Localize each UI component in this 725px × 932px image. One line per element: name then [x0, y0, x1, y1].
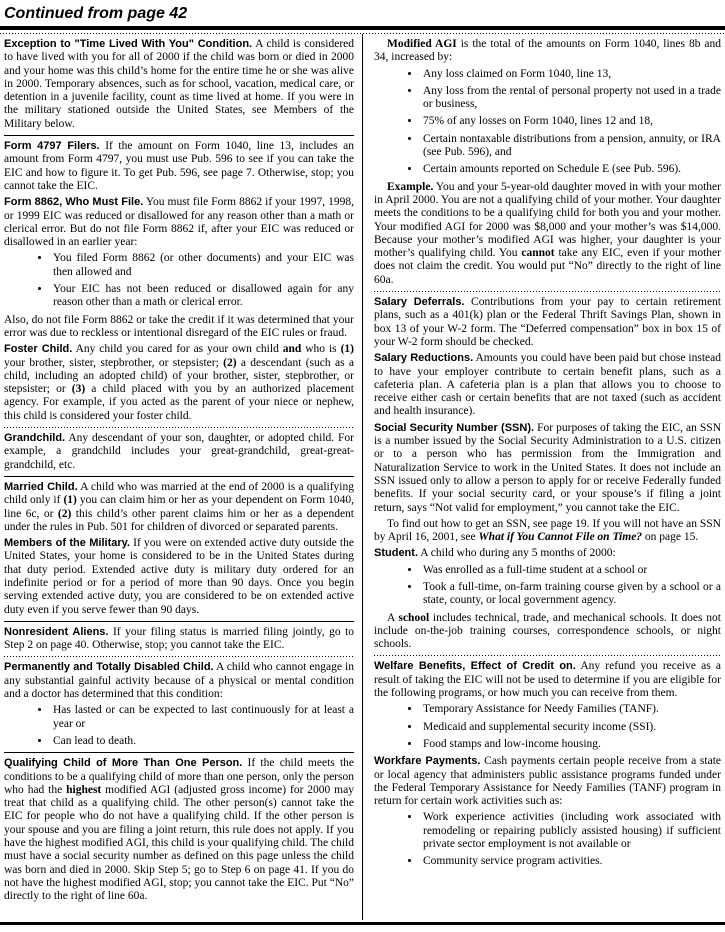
text-run: A child is considered to have lived with you for all of 2000 if the child was born or died in 2000 and your home was this child’s home for the entire time he or she was alive in 2000. Temporary absences, such as for school, vacation, medical care, or detention in a juvenile facility, count as time lived at home. If you were in the military stationed outside the United States, see Members of the Military below. — [4, 38, 355, 130]
definition-section — [374, 660, 721, 751]
bullet-item: • Any loss claimed on Form 1040, line 13, — [421, 68, 721, 81]
text-run: (2) — [57, 507, 72, 520]
text-run: You must file Form 8862 if your 1997, 1998, or 1999 EIC was reduced or disallowed for any reason other than a math or clerical error. But do not file Form 8862 if, after your EIC was reduced or disallowed in an earlier year: — [4, 196, 354, 249]
definition-section — [374, 547, 721, 651]
text-run: highest — [66, 783, 102, 796]
paragraph — [4, 196, 354, 249]
definition-section — [4, 661, 354, 748]
section-heading: Salary Reductions. — [374, 352, 474, 365]
paragraph — [4, 757, 354, 903]
text-run: a child placed with you by an authorized placement agency. For example, if you acted as the parent of your niece or nephew, this child is considered your foster child. — [4, 383, 354, 422]
section-heading: Permanently and Totally Disabled Child. — [4, 661, 214, 674]
section-heading: Grandchild. — [4, 432, 66, 445]
text-run: who is — [301, 343, 341, 356]
section-separator — [4, 476, 354, 477]
text-run: Amounts you could have been paid but chose instead to have your employer contribute to certain benefit plans, such as a cafeteria plan. A cafeteria plan is a plan that allows you to choose to receive either cash or certain benefits that are not taxed (such as accident and health insurance). — [374, 352, 721, 418]
section-heading: Welfare Benefits, Effect of Credit on. — [374, 660, 576, 673]
section-heading: Student. — [374, 547, 418, 560]
paragraph — [4, 537, 354, 617]
text-run: your brother, sister, stepbrother, or stepsister; — [4, 356, 224, 369]
left-column — [0, 34, 362, 920]
bullet-list — [4, 252, 354, 309]
section-separator — [374, 291, 721, 292]
definition-section — [374, 422, 721, 545]
text-run: What if You Cannot File on Time? — [478, 531, 643, 544]
paragraph — [4, 626, 354, 653]
paragraph — [374, 612, 721, 652]
text-run: includes technical, trade, and mechanical schools. It does not include on-the-job training courses, correspondence schools, or night schools. — [374, 611, 721, 651]
bullet-item: • 75% of any losses on Form 1040, lines 12 and 18, — [421, 115, 721, 128]
section-heading: Exception to "Time Lived With You" Condition. — [4, 38, 253, 50]
bullet-list — [374, 703, 721, 751]
section-heading: Married Child. — [4, 480, 78, 493]
paragraph — [374, 181, 721, 287]
bullet-item: • Community service program activities. — [421, 855, 721, 868]
bullet-item: • You filed Form 8862 (or other documents) and your EIC was then allowed and — [51, 252, 354, 279]
text-run: (3) — [71, 383, 86, 396]
text-run: A — [387, 611, 399, 624]
text-run: If the child meets the conditions to be a qualifying child of more than one person, only the person who had the — [4, 757, 354, 796]
paragraph — [4, 661, 354, 701]
bullet-list — [374, 811, 721, 868]
text-run: Any descendant of your son, daughter, or adopted child. For example, a grandchild includes your great-grandchild, great-great-grandchild, etc. — [4, 432, 354, 471]
paragraph — [4, 343, 354, 423]
two-column-layout — [0, 34, 725, 920]
definition-section — [374, 755, 721, 868]
bullet-list — [374, 564, 721, 608]
text-run: Cash payments certain people receive from a state or local agency that administers public assistance programs funded under the Federal Temporary Assistance for Needy Families (TANF) program in return for certain work activities such as: — [374, 755, 721, 808]
paragraph — [374, 518, 721, 545]
paragraph — [4, 140, 354, 193]
section-separator — [374, 655, 721, 656]
text-run: For purposes of taking the EIC, an SSN is a number issued by the Social Security Administration to a U.S. citizen or to a person who has permission from the Immigration and Naturalization Service to work in the United States. It does not include an SSN issued only to allow a person to apply for or receive Federally funded benefits. If your social security card, or your spouse’s if filing a joint return, says “Not valid for employment,” you cannot take the EIC. — [374, 421, 721, 514]
paragraph — [4, 432, 354, 472]
section-separator — [4, 427, 354, 428]
bullet-item: • Has lasted or can be expected to last continuously for at least a year or — [51, 704, 354, 731]
text-run: is the total of the amounts on Form 1040, lines 8b and 34, increased by: — [374, 38, 721, 64]
section-heading: Social Security Number (SSN). — [374, 421, 535, 434]
bullet-item: • Took a full-time, on-farm training course given by a school or a state, county, or local government agency. — [421, 581, 721, 608]
bullet-item: • Food stamps and low-income housing. — [421, 738, 721, 751]
bullet-list — [4, 704, 354, 748]
bullet-item: • Certain nontaxable distributions from a pension, annuity, or IRA (see Pub. 596), and — [421, 133, 721, 160]
text-run: (2) — [223, 356, 237, 369]
paragraph — [4, 38, 354, 131]
bullet-item: • Any loss from the rental of personal property not used in a trade or business, — [421, 85, 721, 112]
text-run: (1) — [63, 494, 77, 507]
definition-section — [374, 38, 721, 287]
text-run: To find out how to get an SSN, see page 19. If you will not have an SSN by April 16, 2001, see — [374, 517, 721, 544]
text-run: Contributions from your pay to certain retirement plans, such as a 401(k) plan or the Federal Thrift Savings Plan, shown in box 13 of your W-2 form. The “Deferred compensation” box in box 15 of your W-2 form should be checked. — [374, 296, 721, 348]
right-column — [363, 34, 725, 920]
section-separator — [4, 621, 354, 622]
bullet-list — [374, 68, 721, 177]
paragraph — [374, 660, 721, 700]
text-run: a descendant (such as a child, including an adopted child) of your brother, sister, stepbrother, or stepsister; or — [4, 356, 354, 396]
section-heading: Workfare Payments. — [374, 755, 481, 768]
text-run: A child who was married at the end of 2000 is a qualifying child only if — [4, 480, 355, 507]
section-heading: Qualifying Child of More Than One Person. — [4, 757, 243, 770]
definition-section — [4, 757, 354, 903]
section-heading: Form 8862, Who Must File. — [4, 196, 144, 209]
text-run: (1) — [340, 343, 354, 356]
definition-section — [4, 432, 354, 472]
text-run: If the amount on Form 1040, line 13, includes an amount from Form 4797, you must use Pub. 596 to see if you can take the EIC and how to figure it. To get Pub. 596, see page 7. Otherwise, stop; you cannot take the EIC. — [4, 140, 354, 192]
text-run: Also, do not file Form 8862 or take the credit if it was determined that your error was due to reckless or intentional disregard of the EIC rules or fraud. — [4, 313, 354, 339]
text-run: and — [282, 343, 302, 356]
section-separator — [4, 752, 354, 753]
text-run: on page 15. — [642, 531, 699, 544]
text-run: A child who during any 5 months of 2000: — [418, 547, 616, 560]
text-run: take any EIC, even if your mother does not claim the credit. You would put “No” directly to the right of line 60a. — [374, 247, 721, 286]
definition-section — [4, 343, 354, 423]
paragraph — [374, 547, 721, 560]
section-heading: Foster Child. — [4, 343, 73, 356]
definition-section — [4, 481, 354, 534]
text-run: A child who cannot engage in any substantial gainful activity because of a physical or mental condition and a doctor has determined that this condition: — [4, 661, 354, 701]
paragraph — [374, 755, 721, 808]
text-run: Any child you cared for as your own child — [72, 343, 283, 356]
section-heading: Form 4797 Filers. — [4, 140, 100, 153]
text-run: Any refund you receive as a result of taking the EIC will not be used to determine if you are eligible for the following programs, or how much you can receive from them. — [374, 660, 721, 700]
definition-section — [374, 352, 721, 418]
header-rule — [0, 26, 725, 30]
section-separator — [4, 135, 354, 136]
bullet-item: • Was enrolled as a full-time student at a school or — [421, 564, 721, 577]
section-heading: Salary Deferrals. — [374, 296, 465, 309]
text-run: If you were on extended active duty outside the United States, your home is considered to be in the United States during that duty period. Extended active duty is military duty ordered for an indefinite period or for a period of more than 90 days. Once you begin serving extended active duty, you are considered to be on extended active duty even if you serve fewer than 90 days. — [4, 537, 354, 616]
text-run: If your filing status is married filing jointly, go to Step 2 on page 40. Otherwise, stop; you cannot take the EIC. — [4, 625, 355, 652]
definition-section — [4, 38, 354, 131]
bottom-rule — [0, 922, 725, 925]
bullet-item: • Can lead to death. — [51, 735, 354, 748]
bullet-item: • Work experience activities (including work associated with remodeling or repairing publicly assisted housing) if sufficient private sector employment is not available or — [421, 811, 721, 851]
paragraph — [374, 296, 721, 349]
text-run: school — [398, 611, 430, 624]
definition-section — [4, 140, 354, 193]
text-run: you can claim him or her as your dependent on Form 1040, line 6c, or — [4, 494, 354, 520]
paragraph — [374, 422, 721, 515]
definition-section — [4, 537, 354, 617]
bullet-item: • Temporary Assistance for Needy Families (TANF). — [421, 703, 721, 716]
bullet-item: • Your EIC has not been reduced or disallowed again for any reason other than a math or clerical error. — [51, 283, 354, 310]
continued-from-header: Continued from page 42 — [4, 5, 188, 22]
text-run: You and your 5-year-old daughter moved in with your mother in April 2000. You are not a qualifying child of your mother. Your daughter meets the conditions to be a qualifying child for both you and your mother. Your modified AGI for 2000 was $8,000 and your mother’s was $14,000. Because your mother’s modified AGI was higher, your daughter is your mother’s qualifying child. You — [374, 180, 721, 260]
text-run: Example. — [387, 180, 434, 193]
definition-section — [4, 196, 354, 340]
paragraph — [4, 481, 354, 534]
text-run: cannot — [521, 247, 555, 260]
text-run: Modified AGI — [387, 38, 457, 50]
bullet-item: • Medicaid and supplemental security income (SSI). — [421, 721, 721, 734]
paragraph — [4, 314, 354, 341]
section-heading: Members of the Military. — [4, 537, 130, 550]
bullet-item: • Certain amounts reported on Schedule E (see Pub. 596). — [421, 163, 721, 176]
text-run: this child’s other parent claims him or her as a dependent under the rules in Pub. 501 for children of divorced or separated parents. — [4, 507, 354, 533]
text-run: modified AGI (adjusted gross income) for 2000 may treat that child as a qualifying child. The other person(s) cannot take the EIC for people who do not have a qualifying child. If the other person is your spouse and you are filing a joint return, this rule does not apply. If you have the highest modified AGI, this child is your qualifying child. The child must have a social security number as defined on this page unless the child was born and died in 2000. Skip Step 5; go to Step 6 on page 41. If you do not have the highest modified AGI, stop; you cannot take the EIC. Put “No” directly to the right of line 60a. — [4, 783, 354, 903]
definition-section — [374, 296, 721, 349]
section-heading: Nonresident Aliens. — [4, 625, 109, 638]
section-separator — [4, 656, 354, 657]
paragraph — [374, 38, 721, 65]
paragraph — [374, 352, 721, 418]
definition-section — [4, 626, 354, 653]
